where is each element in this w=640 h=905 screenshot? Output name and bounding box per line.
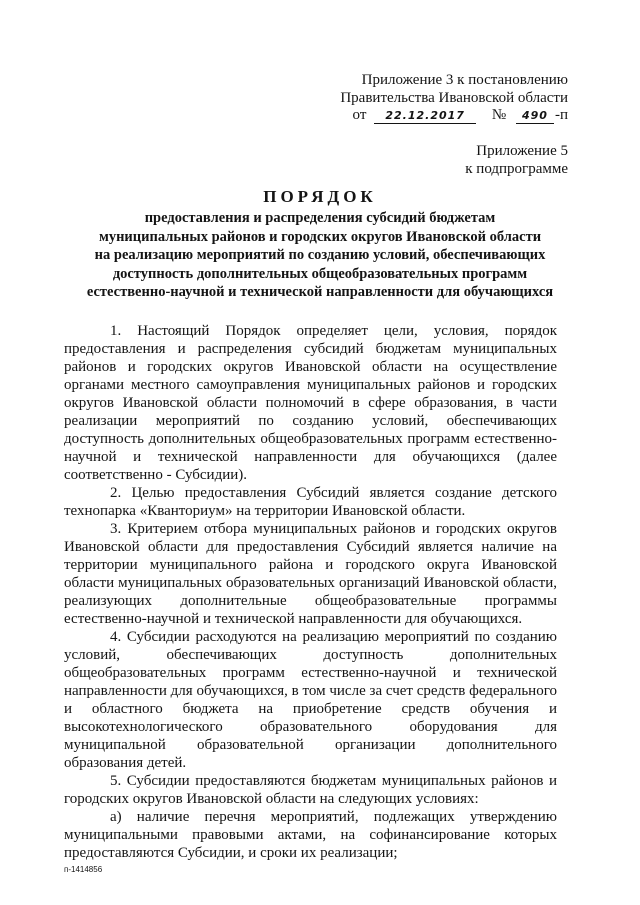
appendix-3-signature-row bbox=[340, 107, 568, 125]
paragraph-3: 3. Критерием отбора муниципальных районов и городских округов Ивановской области для предоставления Субсидий является наличие на территории муниципального района и городского округа Ивановской области муниципальных образовательных организаций Ивановской области, реализующих дополнительные общеобразовательные программы естественно-научной и технической направленности для обучающихся. bbox=[64, 521, 557, 627]
number-suffix: -п bbox=[554, 107, 568, 123]
subtitle-line: доступность дополнительных общеобразовательных программ bbox=[112, 265, 528, 282]
footer-document-code: п-1414856 bbox=[64, 865, 103, 874]
number-label: № bbox=[491, 107, 507, 123]
subtitle-line: предоставления и распределения субсидий бюджетам bbox=[144, 210, 496, 226]
paragraph-4: 4. Субсидии расходуются на реализацию мероприятий по созданию условий, обеспечивающих доступность дополнительных общеобразовательных программ естественно-научной и технической направленности для обучающихся, в том числе за счет средств федерального и областного бюджета на приобретение средств обучения и высокотехнологического образовательного оборудования для муниципальной образовательной организации дополнительного образования детей. bbox=[64, 629, 557, 771]
subtitle-line: муниципальных районов и городских округов Ивановской области bbox=[98, 228, 542, 245]
handwritten-date: 22.12.2017 bbox=[374, 109, 476, 124]
appendix-3-line-2: Правительства Ивановской области bbox=[340, 89, 568, 106]
appendix-3-line-1: Приложение 3 к постановлению bbox=[361, 72, 568, 88]
document-body bbox=[64, 322, 557, 862]
subtitle-line: естественно-научной и технической направленности для обучающихся bbox=[86, 284, 554, 300]
paragraph-5a: а) наличие перечня мероприятий, подлежащих утверждению муниципальными правовыми актами, на софинансирование которых предоставляются Субсидии, и сроки их реализации; bbox=[64, 809, 557, 861]
handwritten-number: 490 bbox=[516, 109, 554, 124]
from-label: от bbox=[352, 107, 367, 123]
paragraph-1: 1. Настоящий Порядок определяет цели, условия, порядок предоставления и распределения субсидий бюджетам муниципальных районов и городских округов Ивановской области на осуществление органами местного самоуправления муниципальных районов и городских округов Ивановской области полномочий в сфере образования, в части реализации мероприятий по созданию условий, обеспечивающих доступность дополнительных общеобразовательных программ естественно-научной и технической направленности для обучающихся (далее соответственно - Субсидии). bbox=[64, 323, 557, 483]
appendix-5-header bbox=[465, 143, 568, 178]
appendix-3-header bbox=[340, 72, 568, 125]
appendix-5-line-1: Приложение 5 bbox=[476, 143, 568, 159]
appendix-5-line-2: к подпрограмме bbox=[465, 160, 568, 177]
document-title: ПОРЯДОК bbox=[263, 187, 377, 206]
subtitle-line: на реализацию мероприятий по созданию условий, обеспечивающих bbox=[94, 247, 546, 263]
paragraph-5: 5. Субсидии предоставляются бюджетам муниципальных районов и городских округов Ивановской области на следующих условиях: bbox=[64, 773, 557, 807]
paragraph-2: 2. Целью предоставления Субсидий является создание детского технопарка «Кванториум» на территории Ивановской области. bbox=[64, 485, 557, 519]
document-title-block bbox=[60, 186, 580, 302]
